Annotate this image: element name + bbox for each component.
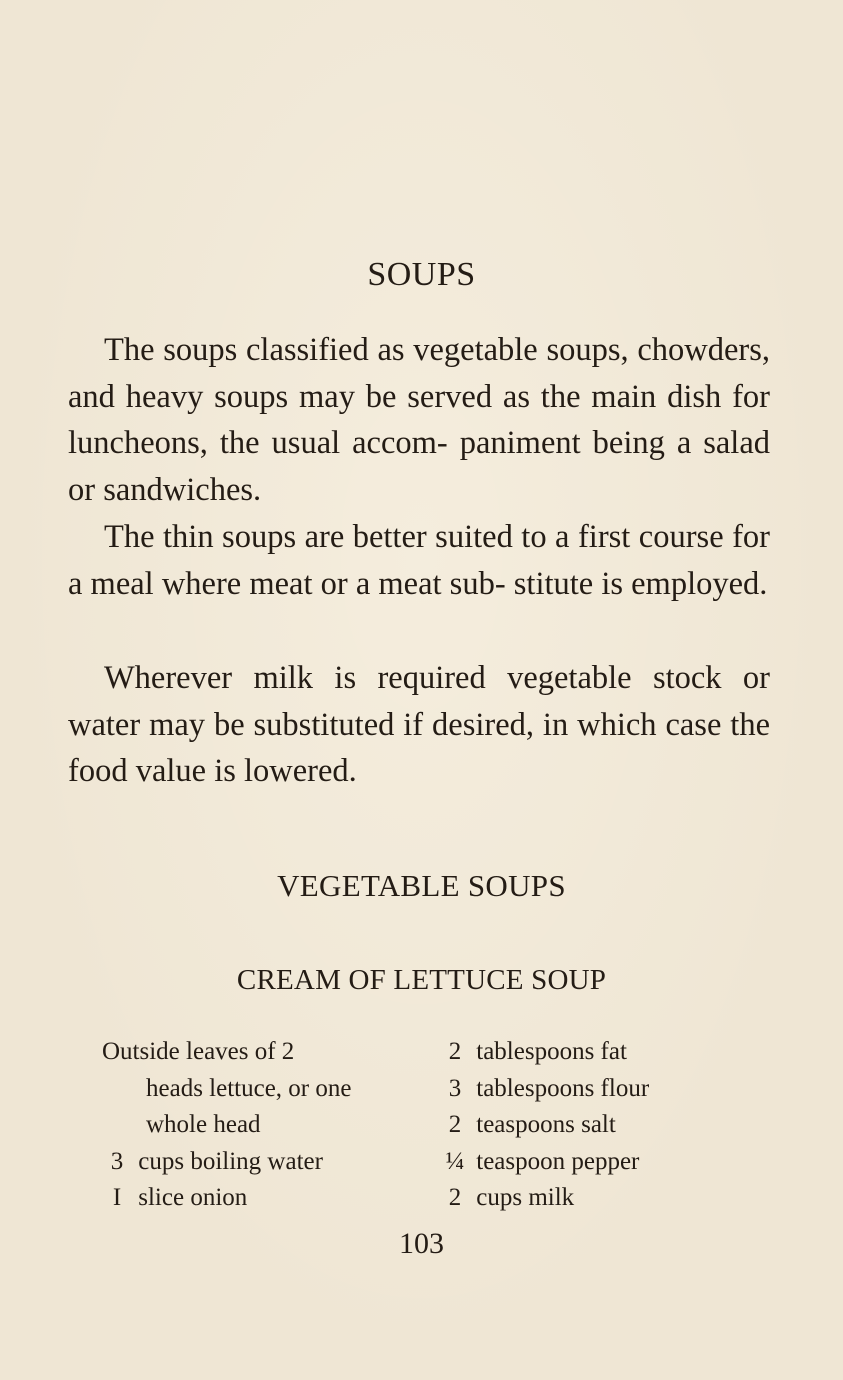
ingredients-left-column	[102, 1034, 420, 1217]
ingredient-item	[440, 1107, 740, 1144]
intro-paragraph-1: The soups classified as vegetable soups, chowders, and heavy soups may be served as the main dish for luncheons, the usual accom- paniment being a salad or sandwiches.	[68, 332, 770, 508]
ingredients-right-column	[440, 1034, 740, 1217]
ingredient-quantity: 3	[448, 1074, 462, 1102]
ingredient-text: tablespoons fat	[476, 1038, 627, 1065]
ingredient-item	[102, 1180, 420, 1217]
ingredient-text: tablespoons flour	[476, 1074, 650, 1102]
ingredient-item	[440, 1034, 740, 1071]
ingredient-text: cups milk	[476, 1184, 575, 1211]
ingredient-item	[440, 1180, 740, 1217]
ingredient-text-continued: whole head	[146, 1111, 261, 1138]
ingredient-item	[102, 1144, 420, 1181]
ingredient-text: Outside leaves of 2	[102, 1038, 295, 1065]
ingredient-quantity: 2	[448, 1111, 462, 1138]
ingredient-quantity: 2	[448, 1038, 462, 1065]
subsection-title: VEGETABLE SOUPS	[277, 868, 566, 903]
recipe-title: CREAM OF LETTUCE SOUP	[236, 964, 607, 996]
intro-paragraph-2: The thin soups are better suited to a first course for a meal where meat or a meat sub- stitute is employed.	[68, 519, 770, 602]
ingredient-quantity: ¼	[445, 1147, 465, 1175]
ingredient-text: teaspoon pepper	[476, 1147, 640, 1175]
ingredient-text: slice onion	[138, 1184, 248, 1211]
ingredient-item	[440, 1071, 740, 1108]
ingredient-quantity: I	[112, 1184, 122, 1211]
intro-paragraph-3: Wherever milk is required vegetable stock or water may be substituted if desired, in which case the food value is lowered.	[68, 660, 770, 789]
ingredient-text: cups boiling water	[138, 1147, 323, 1175]
ingredient-quantity: 2	[448, 1184, 462, 1211]
ingredient-quantity: 3	[110, 1147, 124, 1175]
ingredient-item	[440, 1144, 740, 1181]
page-number: 103	[399, 1227, 444, 1260]
section-title: SOUPS	[367, 256, 476, 293]
ingredient-item	[102, 1034, 420, 1144]
ingredient-text-continued: heads lettuce, or one	[146, 1074, 352, 1102]
ingredient-text: teaspoons salt	[476, 1111, 616, 1138]
